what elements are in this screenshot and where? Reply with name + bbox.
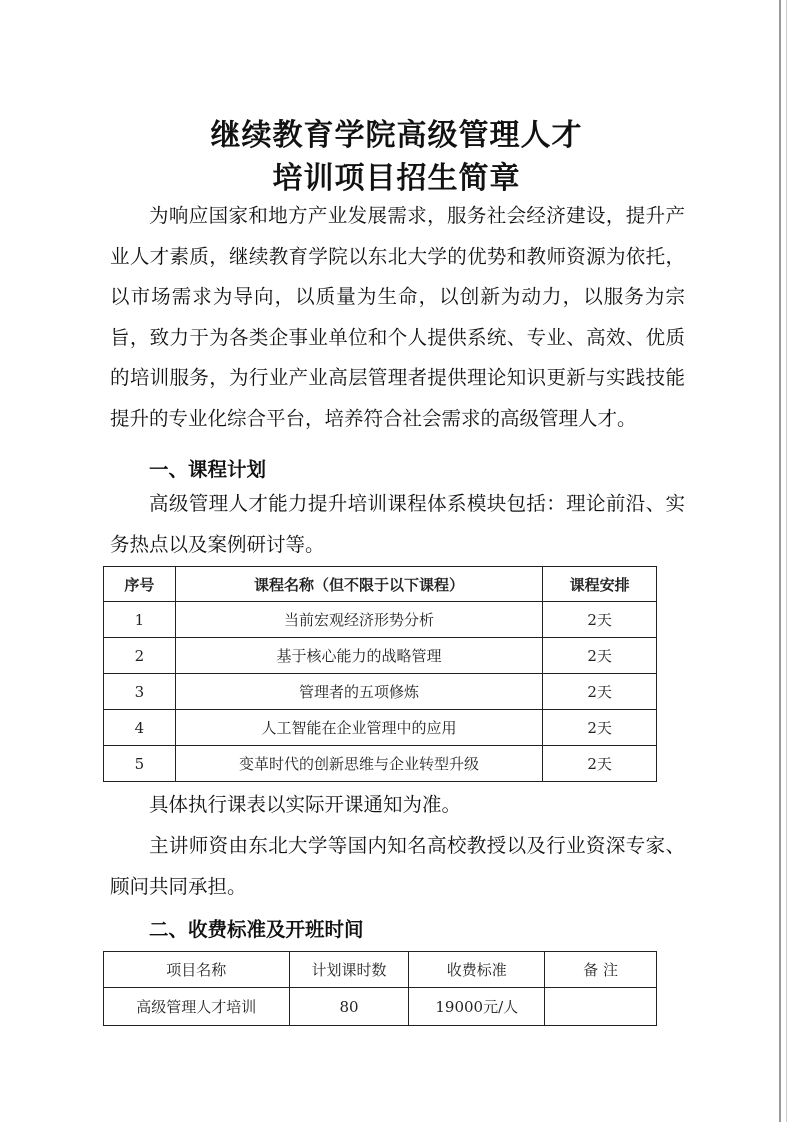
row-project-name: 高级管理人才培训 (104, 988, 290, 1026)
course-plan-description: 高级管理人才能力提升培训课程体系模块包括：理论前沿、实务热点以及案例研讨等。 (110, 492, 685, 556)
fee-table (103, 951, 657, 1026)
header-cell-planned-hours: 计划课时数 (289, 952, 409, 988)
row-planned-hours: 80 (289, 988, 409, 1026)
table-row (104, 746, 657, 782)
row-schedule: 2天 (543, 710, 657, 746)
scan-edge-line-secondary (786, 0, 787, 1122)
row-course-name: 人工智能在企业管理中的应用 (175, 710, 542, 746)
section1-heading: 一、课程计划 (149, 458, 267, 481)
row-schedule: 2天 (543, 602, 657, 638)
row-index: 5 (104, 746, 176, 782)
document-title-line2: 培训项目招生简章 (272, 161, 521, 196)
table-row (104, 674, 657, 710)
row-index: 2 (104, 638, 176, 674)
header-cell-index: 序号 (104, 567, 176, 602)
scan-edge-line (779, 0, 781, 1122)
row-course-name: 变革时代的创新思维与企业转型升级 (175, 746, 542, 782)
row-remarks (545, 988, 657, 1026)
row-index: 4 (104, 710, 176, 746)
table-row (104, 988, 657, 1026)
lecturer-note: 主讲师资由东北大学等国内知名高校教授以及行业资深专家、顾问共同承担。 (110, 834, 685, 898)
table-row (104, 638, 657, 674)
row-course-name: 管理者的五项修炼 (175, 674, 542, 710)
header-cell-remarks: 备 注 (545, 952, 657, 988)
document-title-line1: 继续教育学院高级管理人才 (210, 118, 583, 153)
header-cell-schedule: 课程安排 (543, 567, 657, 602)
header-cell-project-name: 项目名称 (104, 952, 290, 988)
header-cell-course-name: 课程名称（但不限于以下课程） (175, 567, 542, 602)
course-table (103, 566, 657, 782)
header-cell-fee: 收费标准 (409, 952, 545, 988)
row-schedule: 2天 (543, 746, 657, 782)
schedule-note: 具体执行课表以实际开课通知为准。 (149, 793, 462, 816)
row-index: 1 (104, 602, 176, 638)
row-course-name: 当前宏观经济形势分析 (175, 602, 542, 638)
table-row (104, 710, 657, 746)
row-index: 3 (104, 674, 176, 710)
row-schedule: 2天 (543, 674, 657, 710)
row-course-name: 基于核心能力的战略管理 (175, 638, 542, 674)
table-row (104, 602, 657, 638)
course-table-header (104, 567, 657, 602)
row-schedule: 2天 (543, 638, 657, 674)
intro-paragraph: 为响应国家和地方产业发展需求，服务社会经济建设，提升产业人才素质，继续教育学院以东北大学的优势和教师资源为依托，以市场需求为导向，以质量为生命，以创新为动力，以服务为宗旨，致力于为各类企事业单位和个人提供系统、专业、高效、优质的培训服务，为行业产业高层管理者提供理论知识更新与实践技能提升的专业化综合平台，培养符合社会需求的高级管理人才。 (110, 204, 685, 430)
fee-table-header (104, 952, 657, 988)
row-fee: 19000元/人 (409, 988, 545, 1026)
section2-heading: 二、收费标准及开班时间 (149, 918, 364, 941)
